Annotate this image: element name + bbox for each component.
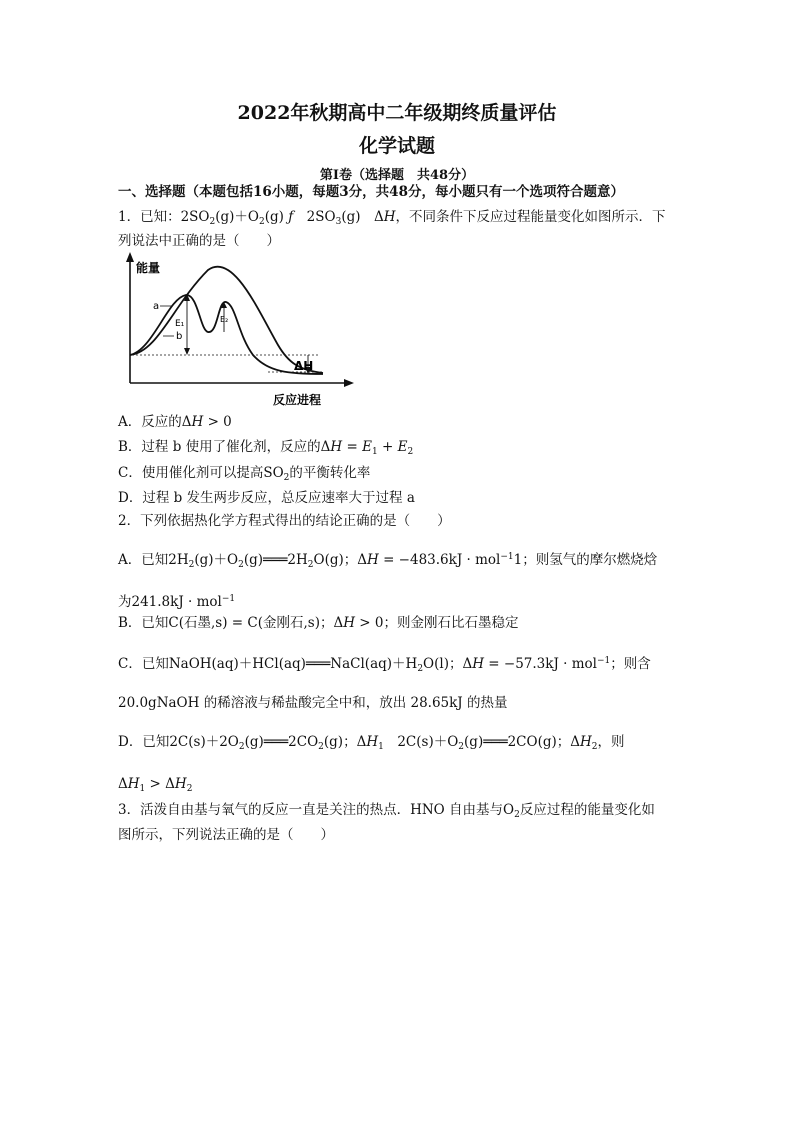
q1-option-a: A．反应的ΔH > 0 [118,414,232,430]
q1-option-c: C．使用催化剂可以提高$SO_2$的平衡转化率 [118,465,371,483]
x-axis-arrow [344,379,354,387]
q1-stem-line2: 列说法中正确的是（ ） [118,233,280,249]
exam-subtitle: 化学试题 [358,135,435,157]
curve-a-label: a [153,301,160,312]
q2-option-a-line2: 为241.8kJ · mol$^{-1}$ [118,594,236,610]
y-axis-arrow [126,252,134,262]
q2-option-b: B．已知C(石墨,s) = C(金刚石,s)；ΔH > 0；则金刚石比石墨稳定 [118,615,519,631]
curve-b-label: b [176,331,183,342]
x-axis-label: 反应进程 [273,393,322,407]
q2-option-d-line2: $\Delta H_1 > \Delta H_2$ [118,776,193,794]
q1-stem-line1: 1．已知：$2SO_2(g)+O_2(g)$ ƒ $2SO_3(g)$ ΔH，不同条件下反应过程能量变化如图所示．下 [118,209,666,227]
e2-label: E₂ [220,315,229,324]
dh-label: ΔH [294,359,314,373]
e1-arrowhead-bottom [184,348,190,355]
q1-equation: $2SO_2(g)+O_2(g)$ ƒ $2SO_3(g)$ ΔH [180,209,396,227]
q1-option-d: D．过程 b 发生两步反应，总反应速率大于过程 a [118,490,415,506]
part-heading: 第Ⅰ卷（选择题 共48分） [319,168,475,183]
q2-option-a: A．已知$2H_2(g)+O_2(g)═══2H_2O(g)$；ΔH = −483.6kJ · mol$^{-1}$1；则氢气的摩尔燃烧焓 [118,552,658,570]
q2-option-c-line2: 20.0gNaOH 的稀溶液与稀盐酸完全中和，放出 28.65kJ 的热量 [118,695,508,711]
q3-stem-line2: 图所示，下列说法正确的是（ ） [118,827,334,843]
y-axis-label: 能量 [136,261,161,275]
q2-stem: 2．下列依据热化学方程式得出的结论正确的是（ ） [118,513,451,529]
energy-diagram [118,250,358,410]
section-heading: 一、选择题（本题包括16小题，每题3分，共48分，每小题只有一个选项符合题意） [118,184,624,200]
q2-option-d: D．已知$2C(s)+2O_2(g)═══2CO_2(g)$；$\Delta H_1$ $2C(s)+O_2(g)═══2CO(g)$；$\Delta H_2$，则 [118,734,625,752]
q3-stem-line1: 3．活泼自由基与氧气的反应一直是关注的热点．HNO 自由基与$O_2$反应过程的能量变化如 [118,802,655,820]
exam-title: 2022年秋期高中二年级期终质量评估 [237,102,557,124]
e1-label: E₁ [175,319,185,329]
q1-option-b: B．过程 b 使用了催化剂，反应的$\Delta H = E_1 + E_2$ [118,439,414,457]
q2-option-c: C．已知$NaOH(aq)+HCl(aq)═══NaCl(aq)+H_2O(l)$；ΔH = −57.3kJ · mol$^{-1}$；则含 [118,656,651,674]
